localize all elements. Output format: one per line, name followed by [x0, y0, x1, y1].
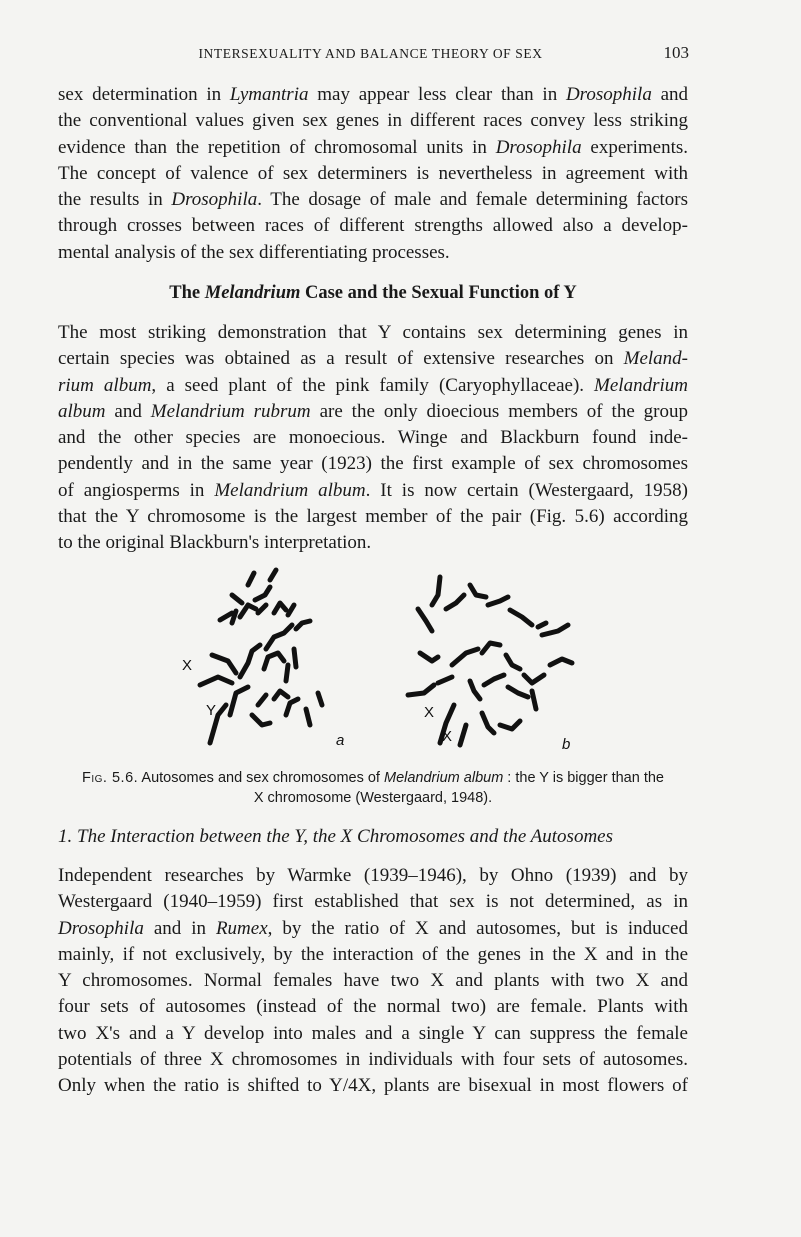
- section-title-pre: The: [169, 283, 205, 303]
- interaction-line: [58, 968, 688, 994]
- interaction-line: [58, 994, 688, 1020]
- page-number: 103: [663, 43, 689, 62]
- interaction-text: and in: [143, 917, 216, 939]
- intro-text: and: [651, 84, 689, 105]
- melandrium-text: to the original Blackburn's interpretation.: [58, 532, 372, 554]
- running-title: INTERSEXUALITY AND BALANCE THEORY OF SEX: [198, 46, 543, 61]
- intro-text: sex determination in: [58, 84, 230, 105]
- section-title-italic: Melandrium: [204, 283, 301, 303]
- panel-a-chromosomes: [200, 570, 322, 743]
- melandrium-italic-text: album: [58, 400, 106, 422]
- interaction-line: [58, 1047, 688, 1073]
- melandrium-italic-text: Meland-: [623, 348, 688, 370]
- interaction-line: [58, 942, 688, 968]
- melandrium-text: of angiosperms in: [58, 479, 215, 501]
- intro-italic-text: Drosophila: [495, 136, 582, 158]
- melandrium-text: certain species was obtained as a result of extensive researches on: [58, 348, 624, 370]
- interaction-line: [58, 1073, 688, 1099]
- caption-line2: X chromosome (Westergaard, 1948).: [253, 790, 493, 806]
- melandrium-text: and the other species are monoecious. Winge and Blackburn found inde-: [58, 427, 688, 449]
- interaction-text: two X's and a Y develop into males and a single Y can suppress the female: [58, 1022, 688, 1044]
- caption-italic: Melandrium album: [384, 770, 504, 786]
- melandrium-line: [58, 346, 688, 372]
- intro-line: [58, 161, 688, 187]
- interaction-text: , by the ratio of X and autosomes, but is induced: [267, 917, 688, 939]
- melandrium-text: , a seed plant of the pink family (Caryophyllaceae).: [151, 374, 595, 396]
- melandrium-line: [58, 451, 688, 477]
- melandrium-italic-text: Melandrium rubrum: [150, 400, 311, 422]
- interaction-line: [58, 889, 688, 915]
- melandrium-line: [58, 373, 688, 399]
- subsection-number: 1.: [58, 826, 73, 847]
- intro-text: evidence than the repetition of chromosomal units in: [58, 136, 496, 158]
- section-title: [58, 283, 688, 304]
- melandrium-text: pendently and in the same year (1923) the first example of sex chromosomes: [58, 453, 688, 475]
- intro-text: may appear less clear than in: [308, 84, 566, 105]
- interaction-text: mainly, if not exclusively, by the interaction of the genes in the X and in the: [58, 943, 688, 965]
- subsection-title: The Interaction between the Y, the X Chromosomes and the Autosomes: [77, 826, 613, 847]
- melandrium-text: that the Y chromosome is the largest member of the pair (Fig. 5.6) according: [58, 506, 688, 528]
- caption-label: Fig. 5.6.: [82, 770, 139, 786]
- interaction-line: [58, 1021, 688, 1047]
- label-x2-panel-b: X: [442, 728, 453, 745]
- intro-text: . The dosage of male and female determining factors: [257, 189, 688, 211]
- intro-italic-text: Drosophila: [171, 189, 258, 211]
- paragraph-interaction: [58, 863, 688, 1100]
- intro-text: The concept of valence of sex determiners is nevertheless in agreement with: [58, 162, 688, 184]
- figure-caption: [58, 768, 688, 808]
- subsection-heading: [58, 826, 688, 848]
- melandrium-line: [58, 478, 688, 504]
- intro-text: the results in: [58, 189, 172, 211]
- interaction-text: potentials of three X chromosomes in individuals with four sets of autosomes.: [58, 1049, 688, 1071]
- section-title-post: Case and the Sexual Function of Y: [300, 283, 577, 303]
- chromosome-figure: [170, 565, 630, 755]
- interaction-text: four sets of autosomes (instead of the normal two) are female. Plants with: [58, 996, 688, 1018]
- intro-line: [58, 108, 688, 134]
- intro-line: [58, 82, 688, 108]
- melandrium-line: [58, 399, 688, 425]
- interaction-text: Westergaard (1940–1959) first established that sex is not determined, as in: [58, 891, 688, 913]
- melandrium-text: . It is now certain (Westergaard, 1958): [365, 479, 688, 501]
- melandrium-italic-text: Melandrium album: [214, 479, 366, 501]
- melandrium-text: and: [105, 400, 151, 422]
- interaction-text: Only when the ratio is shifted to Y/4X, plants are bisexual in most flowers of: [58, 1075, 688, 1097]
- label-panel-b: b: [562, 736, 571, 753]
- melandrium-line: [58, 425, 688, 451]
- melandrium-text: The most striking demonstration that Y contains sex determining genes in: [58, 322, 688, 343]
- intro-text: the conventional values given sex genes in different races convey less striking: [58, 110, 688, 132]
- caption-post: : the Y is bigger than the: [503, 770, 664, 786]
- melandrium-line: [58, 320, 688, 346]
- label-y-panel-a: Y: [206, 702, 217, 719]
- interaction-text: Independent researches by Warmke (1939–1946), by Ohno (1939) and by: [58, 865, 688, 886]
- intro-line: [58, 187, 688, 213]
- paragraph-intro: [58, 82, 688, 266]
- label-x-panel-a: X: [182, 657, 193, 674]
- interaction-line: [58, 916, 688, 942]
- intro-text: experiments.: [581, 136, 688, 158]
- melandrium-text: are the only dioecious members of the group: [310, 400, 689, 422]
- intro-italic-text: Lymantria: [229, 84, 309, 105]
- paragraph-melandrium: [58, 320, 688, 557]
- intro-text: mental analysis of the sex differentiating processes.: [58, 241, 450, 263]
- intro-line: [58, 213, 688, 239]
- label-panel-a: a: [336, 732, 345, 749]
- intro-line: [58, 240, 688, 266]
- melandrium-italic-text: Melandrium: [594, 374, 688, 396]
- interaction-text: Y chromosomes. Normal females have two X and plants with two X and: [58, 970, 688, 992]
- melandrium-italic-text: rium album: [58, 374, 152, 396]
- intro-text: through crosses between races of different strengths allowed also a develop-: [58, 215, 688, 237]
- interaction-italic-text: Drosophila: [58, 917, 144, 939]
- caption-pre: Autosomes and sex chromosomes of: [138, 770, 384, 786]
- melandrium-line: [58, 504, 688, 530]
- interaction-line: [58, 863, 688, 889]
- label-x1-panel-b: X: [424, 704, 435, 721]
- intro-italic-text: Drosophila: [565, 84, 652, 105]
- interaction-italic-text: Rumex: [215, 917, 268, 939]
- melandrium-line: [58, 530, 688, 556]
- intro-line: [58, 135, 688, 161]
